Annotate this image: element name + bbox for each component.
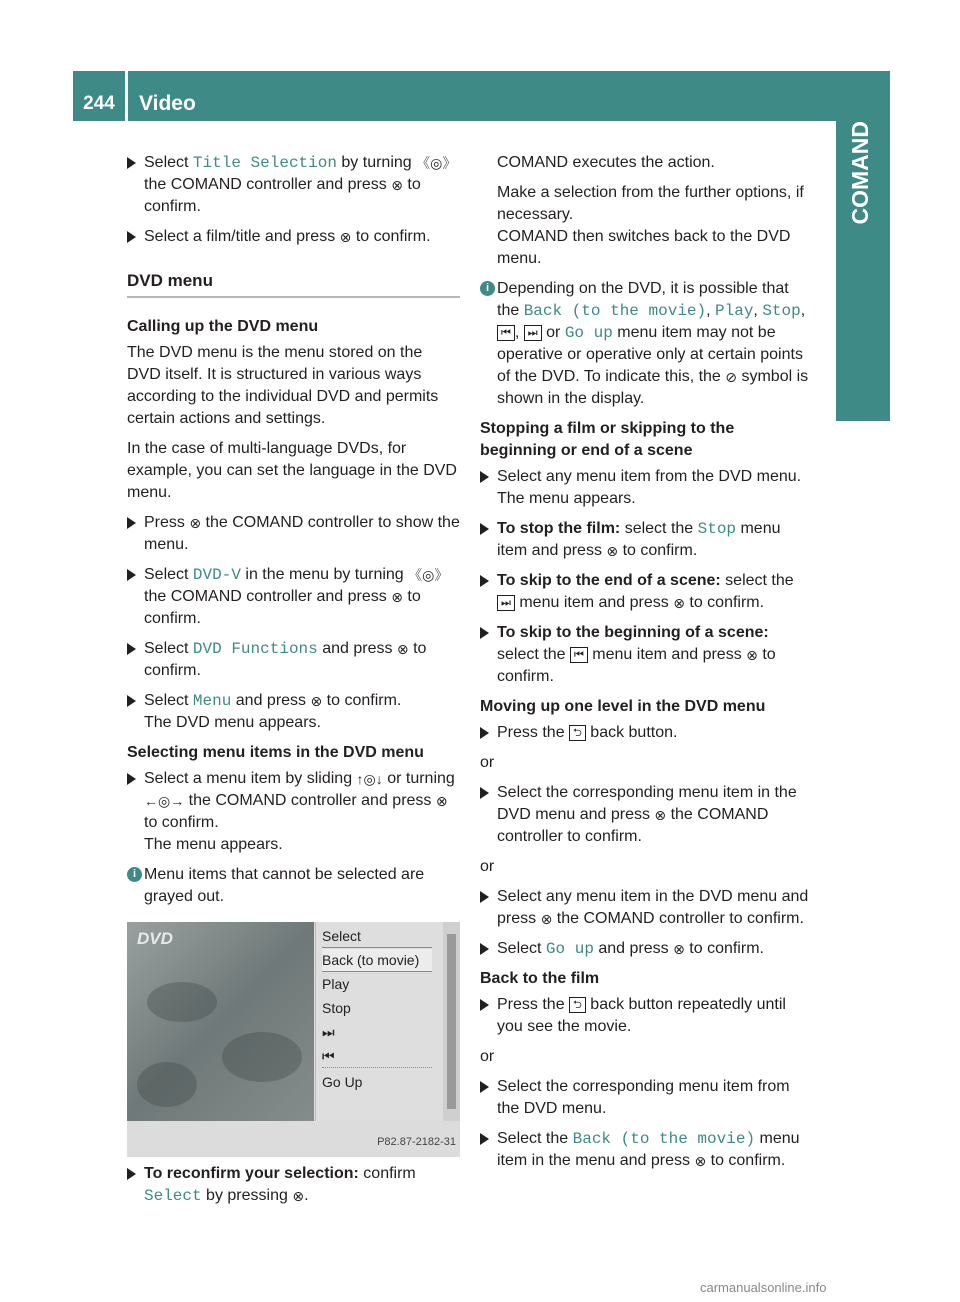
paragraph: COMAND executes the action. bbox=[497, 154, 715, 171]
dvd-logo: DVD bbox=[137, 929, 173, 948]
info-note: i Depending on the DVD, it is possible that the Back (to the movie), Play, Stop, ⏮ , ⏭ or Go up menu item may not be operative or operative only at certain points of the DVD. To indicate this, the ⊘ symbol is shown in the display. bbox=[480, 278, 815, 410]
menu-item-skip-forward[interactable]: ⏭ bbox=[322, 1024, 335, 1040]
step-select-menu: Select Menu and press ⊗ to confirm. The DVD menu appears. bbox=[127, 690, 460, 734]
step-select-dvd-functions: Select DVD Functions and press ⊗ to confirm. bbox=[127, 638, 460, 682]
step-press-back-repeatedly: Press the ⮌ back button repeatedly until you see the movie. bbox=[480, 994, 815, 1038]
image-caption: P82.87-2182-31 bbox=[377, 1136, 456, 1148]
step-arrow-icon bbox=[480, 471, 489, 483]
step-select-title: Select Title Selection by turning 《◎》 the COMAND controller and press ⊗ to confirm. bbox=[127, 152, 460, 218]
step-arrow-icon bbox=[127, 695, 136, 707]
press-button-icon: ⊗ bbox=[391, 177, 403, 193]
step-select-any-press: Select any menu item in the DVD menu and press ⊗ the COMAND controller to confirm. bbox=[480, 886, 815, 930]
press-button-icon: ⊗ bbox=[339, 229, 352, 245]
page-header bbox=[73, 71, 890, 121]
step-arrow-icon bbox=[127, 157, 136, 169]
back-button-icon: ⮌ bbox=[569, 725, 586, 741]
step-arrow-icon bbox=[480, 1133, 489, 1145]
background-shape bbox=[137, 1062, 197, 1107]
skip-back-icon: ⏮ bbox=[570, 647, 588, 663]
step-arrow-icon bbox=[480, 999, 489, 1011]
press-button-icon: ⊗ bbox=[673, 595, 685, 611]
or-text: or bbox=[480, 1048, 495, 1065]
step-result: The DVD menu appears. bbox=[144, 714, 321, 731]
skip-forward-icon: ⏭ bbox=[497, 595, 515, 611]
heading-moving-up: Moving up one level in the DVD menu bbox=[480, 698, 766, 715]
menu-item-back[interactable]: Back (to movie) bbox=[322, 949, 432, 972]
menu-item-stop[interactable]: Stop bbox=[322, 1000, 351, 1016]
info-icon: i bbox=[127, 867, 142, 882]
side-tab-label: COMAND bbox=[847, 121, 873, 225]
back-button-icon: ⮌ bbox=[569, 997, 586, 1013]
press-button-icon: ⊗ bbox=[746, 647, 758, 663]
skip-back-icon: ⏮ bbox=[497, 325, 515, 341]
background-shape bbox=[147, 982, 217, 1022]
menu-scrollbar bbox=[443, 922, 460, 1121]
heading-dvd-menu: DVD menu bbox=[127, 270, 460, 298]
step-arrow-icon bbox=[480, 627, 489, 639]
press-button-icon: ⊗ bbox=[606, 543, 619, 559]
step-select-film: Select a film/title and press ⊗ to confirm. bbox=[127, 226, 460, 248]
step-arrow-icon bbox=[480, 575, 489, 587]
or-text: or bbox=[480, 858, 495, 875]
press-button-icon: ⊗ bbox=[540, 911, 553, 927]
heading-calling-up: Calling up the DVD menu bbox=[127, 318, 319, 335]
menu-item-play[interactable]: Play bbox=[322, 976, 350, 992]
menu-item-select[interactable]: Select bbox=[322, 925, 432, 948]
press-button-icon: ⊗ bbox=[673, 941, 685, 957]
press-button-icon: ⊗ bbox=[396, 641, 409, 657]
page-number: 244 bbox=[83, 93, 115, 114]
press-button-icon: ⊗ bbox=[435, 793, 448, 809]
left-column bbox=[127, 152, 460, 1215]
info-note: i Menu items that cannot be selected are grayed out. bbox=[127, 864, 460, 908]
step-press-controller: Press ⊗ the COMAND controller to show the menu. bbox=[127, 512, 460, 556]
step-arrow-icon bbox=[480, 727, 489, 739]
video-pane bbox=[127, 922, 314, 1121]
press-button-icon: ⊗ bbox=[189, 515, 202, 531]
step-arrow-icon bbox=[480, 787, 489, 799]
step-stop-film: To stop the film: select the Stop menu item and press ⊗ to confirm. bbox=[480, 518, 815, 562]
right-column bbox=[480, 152, 815, 1180]
turn-controller-icon: 《◎》 bbox=[408, 567, 449, 583]
paragraph: In the case of multi-language DVDs, for example, you can set the language in the DVD menu. bbox=[127, 440, 457, 501]
background-shape bbox=[222, 1032, 302, 1082]
step-arrow-icon bbox=[127, 517, 136, 529]
menu-item-skip-back[interactable]: ⏮ bbox=[322, 1045, 432, 1068]
step-arrow-icon bbox=[127, 643, 136, 655]
heading-back-to-film: Back to the film bbox=[480, 970, 600, 987]
scrollbar-thumb bbox=[447, 934, 456, 1109]
menu-item-go-up[interactable]: Go Up bbox=[322, 1074, 363, 1090]
step-arrow-icon bbox=[480, 523, 489, 535]
press-button-icon: ⊗ bbox=[654, 807, 667, 823]
step-select-from-menu: Select the corresponding menu item from the DVD menu. bbox=[480, 1076, 815, 1120]
step-press-back: Press the ⮌ back button. bbox=[480, 722, 815, 744]
side-tab bbox=[836, 121, 890, 421]
dvd-menu-screenshot bbox=[127, 922, 460, 1157]
header-separator bbox=[125, 71, 128, 121]
step-result: The menu appears. bbox=[144, 836, 283, 853]
section-title: Video bbox=[139, 92, 196, 115]
paragraph: Make a selection from the further options, if necessary. COMAND then switches back to the DVD menu. bbox=[497, 184, 804, 267]
step-arrow-icon bbox=[127, 773, 136, 785]
slide-updown-icon: ↑◎↓ bbox=[356, 771, 383, 787]
step-select-dvdv: Select DVD-V in the menu by turning 《◎》 the COMAND controller and press ⊗ to confirm. bbox=[127, 564, 460, 630]
press-button-icon: ⊗ bbox=[694, 1153, 707, 1169]
or-text: or bbox=[480, 754, 495, 771]
step-select-any: Select any menu item from the DVD menu. The menu appears. bbox=[480, 466, 815, 510]
skip-forward-icon: ⏭ bbox=[524, 325, 542, 341]
heading-stopping: Stopping a film or skipping to the beginning or end of a scene bbox=[480, 420, 735, 459]
press-button-icon: ⊗ bbox=[391, 589, 403, 605]
step-skip-end: To skip to the end of a scene: select the ⏭ menu item and press ⊗ to confirm. bbox=[480, 570, 815, 614]
step-arrow-icon bbox=[480, 1081, 489, 1093]
press-button-icon: ⊗ bbox=[310, 693, 323, 709]
step-skip-beginning: To skip to the beginning of a scene: select the ⏮ menu item and press ⊗ to confirm. bbox=[480, 622, 815, 688]
watermark: carmanualsonline.info bbox=[700, 1280, 827, 1295]
heading-selecting: Selecting menu items in the DVD menu bbox=[127, 744, 424, 761]
step-arrow-icon bbox=[127, 1168, 136, 1180]
step-arrow-icon bbox=[480, 943, 489, 955]
press-button-icon: ⊗ bbox=[292, 1188, 305, 1204]
step-select-go-up: Select Go up and press ⊗ to confirm. bbox=[480, 938, 815, 960]
step-select-item: Select a menu item by sliding ↑◎↓ or turning ←◎→ the COMAND controller and press ⊗ to confirm. The menu appears. bbox=[127, 768, 460, 856]
step-select-back-to-movie: Select the Back (to the movie) menu item in the menu and press ⊗ to confirm. bbox=[480, 1128, 815, 1172]
step-arrow-icon bbox=[480, 891, 489, 903]
step-arrow-icon bbox=[127, 231, 136, 243]
step-reconfirm: To reconfirm your selection: confirm Select by pressing ⊗. bbox=[127, 1163, 460, 1207]
step-select-corresponding: Select the corresponding menu item in the DVD menu and press ⊗ the COMAND controller to confirm. bbox=[480, 782, 815, 848]
not-available-icon: ⊘ bbox=[725, 369, 738, 385]
turn-leftright-icon: ←◎→ bbox=[144, 793, 185, 809]
dvd-menu-list bbox=[315, 922, 444, 1121]
info-icon: i bbox=[480, 281, 495, 296]
paragraph: The DVD menu is the menu stored on the DVD itself. It is structured in various ways according to the individual DVD and permits certain actions and settings. bbox=[127, 344, 439, 427]
turn-controller-icon: 《◎》 bbox=[416, 155, 457, 171]
step-arrow-icon bbox=[127, 569, 136, 581]
